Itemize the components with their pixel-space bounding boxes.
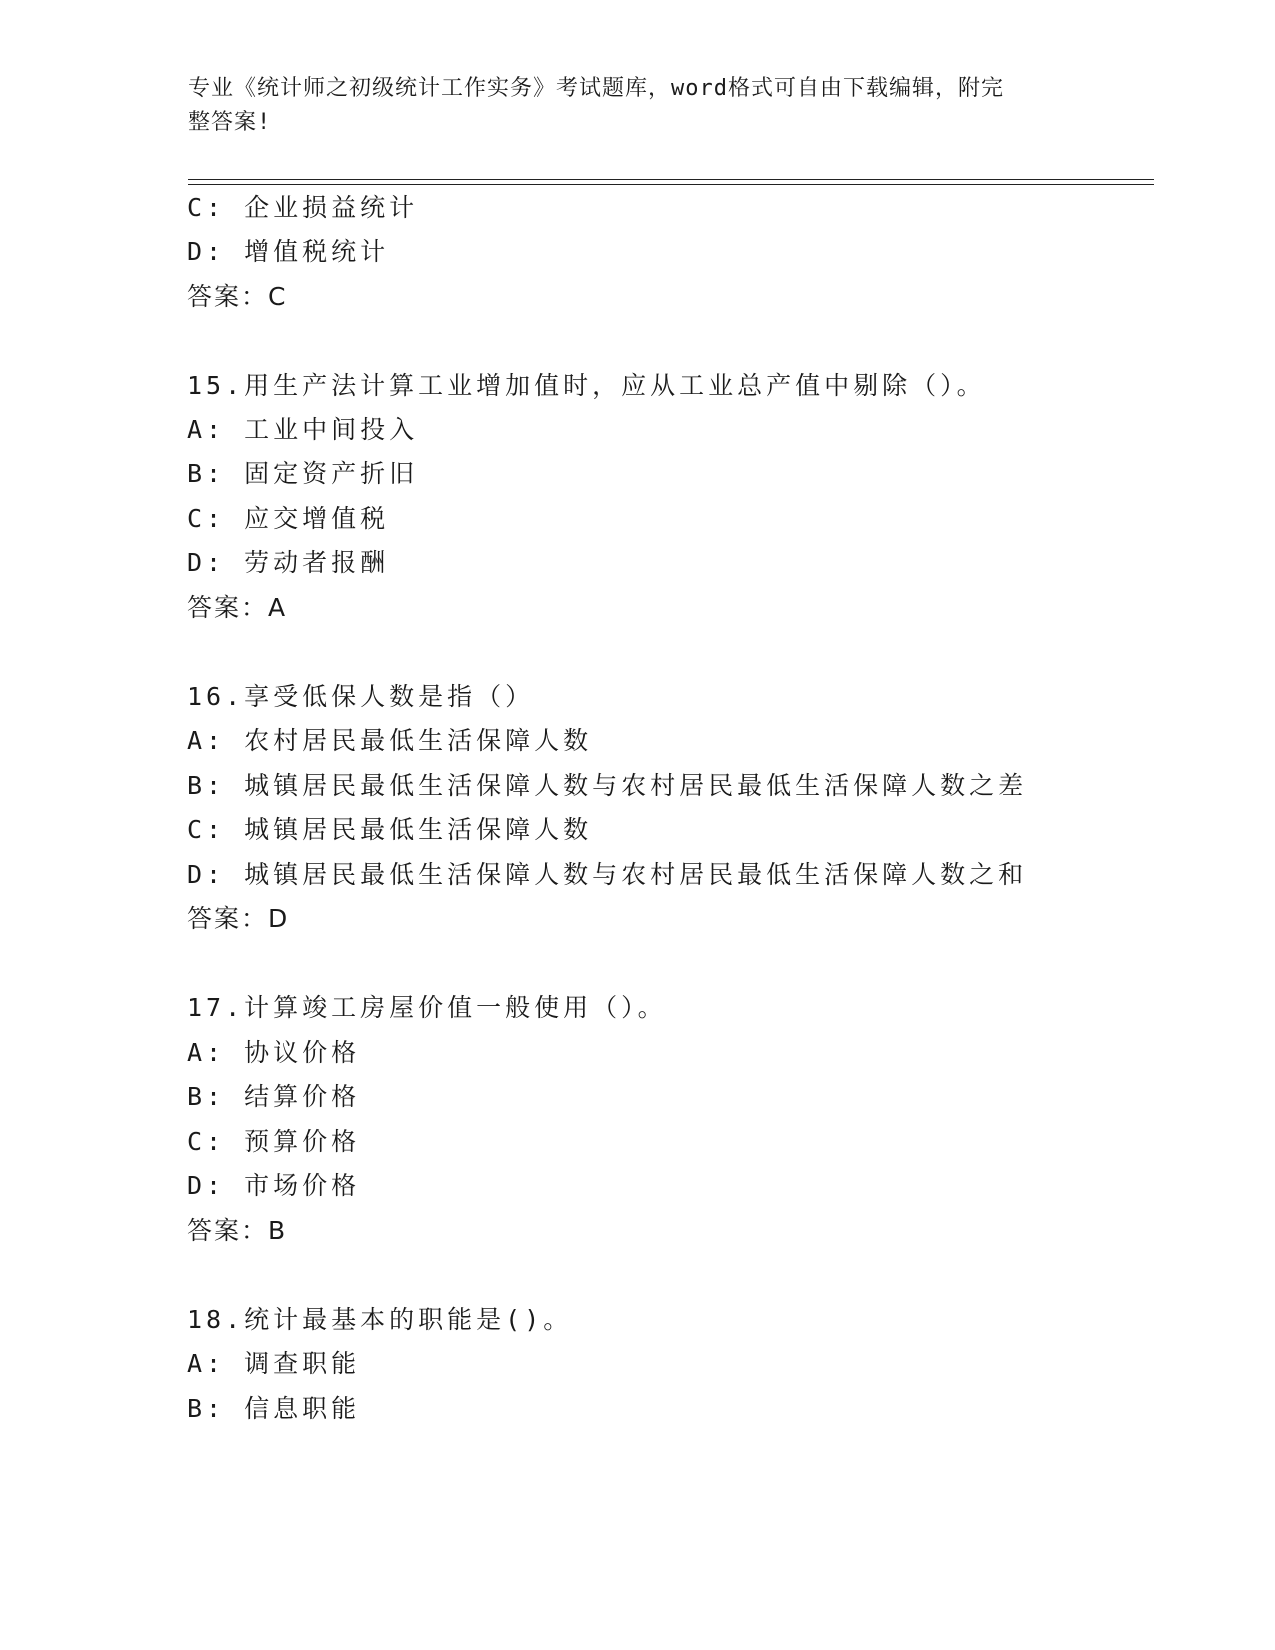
q14-option-c: C: 企业损益统计 [187, 193, 419, 222]
q17-option-a: A: 协议价格 [187, 1038, 361, 1067]
q15-option-c: C: 应交增值税 [187, 504, 390, 533]
header-line-1: 专业《统计师之初级统计工作实务》考试题库，word格式可自由下载编辑，附完 [188, 76, 1004, 101]
q15-option-a: A: 工业中间投入 [187, 415, 419, 444]
q17-option-d: D: 市场价格 [187, 1171, 361, 1200]
q16-option-d: D: 城镇居民最低生活保障人数与农村居民最低生活保障人数之和 [187, 860, 1028, 889]
q14-answer: 答案：C [187, 282, 288, 311]
q16-option-c: C: 城镇居民最低生活保障人数 [187, 815, 593, 844]
q15-option-b: B: 固定资产折旧 [187, 459, 419, 488]
q16-question: 16.享受低保人数是指（） [187, 682, 535, 711]
q15-question: 15.用生产法计算工业增加值时，应从工业总产值中剔除（）。 [187, 371, 986, 400]
q17-question: 17.计算竣工房屋价值一般使用（）。 [187, 993, 667, 1022]
q15-answer: 答案：A [187, 593, 288, 622]
q18-option-a: A: 调查职能 [187, 1349, 361, 1378]
header-divider-bottom [188, 184, 1154, 185]
header-line-2: 整答案! [188, 110, 272, 135]
header-divider-top [188, 179, 1154, 180]
q16-option-b: B: 城镇居民最低生活保障人数与农村居民最低生活保障人数之差 [187, 771, 1028, 800]
document-header [188, 72, 1088, 140]
q16-answer: 答案：D [187, 904, 290, 933]
q18-option-b: B: 信息职能 [187, 1394, 361, 1423]
q17-answer: 答案：B [187, 1216, 288, 1245]
q17-option-c: C: 预算价格 [187, 1127, 361, 1156]
q14-option-d: D: 增值税统计 [187, 237, 390, 266]
q15-option-d: D: 劳动者报酬 [187, 548, 390, 577]
q18-question: 18.统计最基本的职能是()。 [187, 1305, 573, 1334]
q16-option-a: A: 农村居民最低生活保障人数 [187, 726, 593, 755]
q17-option-b: B: 结算价格 [187, 1082, 361, 1111]
